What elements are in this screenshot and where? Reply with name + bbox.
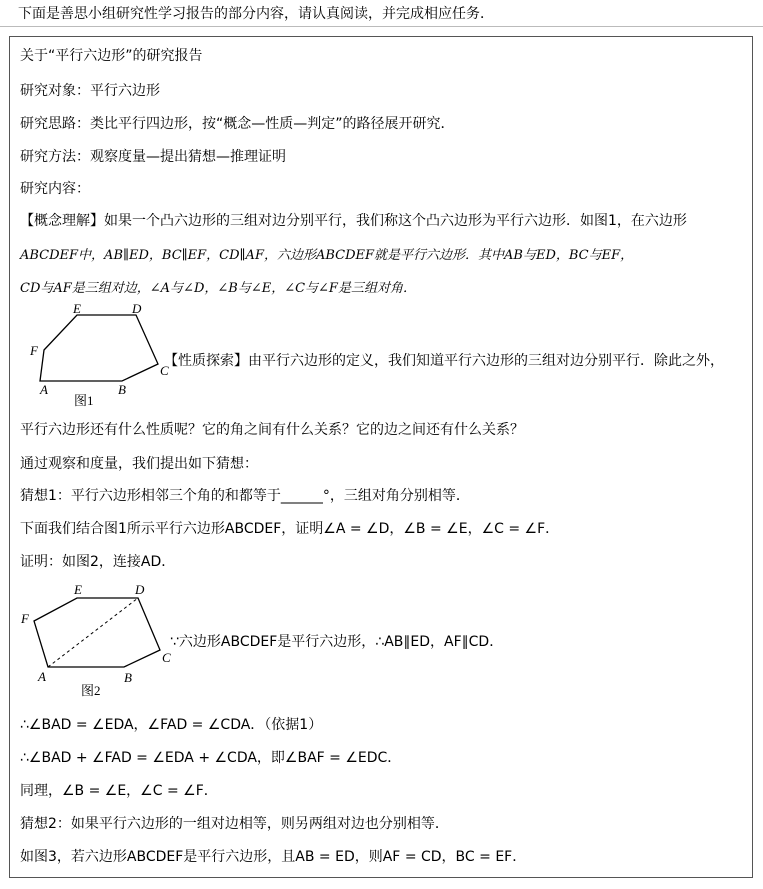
- figure-1-caption: 图1: [74, 393, 94, 408]
- hexagon-2: [34, 598, 160, 667]
- report-panel: [9, 36, 753, 878]
- proof-start: 证明：如图2，连接AD．: [20, 554, 176, 570]
- label-a: A: [38, 669, 46, 684]
- figure-2-caption: 图2: [81, 683, 101, 698]
- proof-step-4: 同理，∠B = ∠E，∠C = ∠F．: [20, 783, 218, 799]
- diagonal-ad: [48, 598, 138, 667]
- concept-line-2: ABCDEF中，AB∥ED，BC∥EF，CD∥AF，六边形ABCDEF就是平行六边形．其中AB与ED，BC与EF，: [20, 248, 634, 263]
- label-c: C: [160, 363, 169, 378]
- figure-3-line: 如图3，若六边形ABCDEF是平行六边形，且AB = ED，则AF = CD，BC = EF．: [20, 849, 527, 865]
- concept-line-1: 【概念理解】如果一个凸六边形的三组对边分别平行，我们称这个凸六边形为平行六边形．如图1，在六边形: [20, 213, 687, 229]
- label-f: F: [21, 611, 29, 626]
- research-content: 研究内容：: [20, 181, 90, 197]
- observe-text: 通过观察和度量，我们提出如下猜想：: [20, 456, 258, 472]
- conjecture-2: 猜想2：如果平行六边形的一组对边相等，则另两组对边也分别相等．: [20, 816, 449, 832]
- label-d: D: [132, 301, 142, 316]
- label-f: F: [30, 343, 38, 358]
- concept-line-3: CD与AF是三组对边，∠A与∠D，∠B与∠E，∠C与∠F是三组对角．: [20, 281, 416, 296]
- research-approach: 研究思路：类比平行四边形，按“概念—性质—判定”的路径展开研究．: [20, 116, 455, 132]
- label-c: C: [162, 650, 171, 665]
- prove-intro: 下面我们结合图1所示平行六边形ABCDEF，证明∠A = ∠D，∠B = ∠E，∠C = ∠F．: [20, 521, 560, 537]
- figure-1: [14, 301, 169, 408]
- property-line-2: 平行六边形还有什么性质呢？它的角之间有什么关系？它的边之间还有什么关系？: [20, 422, 524, 438]
- label-e: E: [73, 301, 81, 316]
- proof-step-2: ∴∠BAD = ∠EDA，∠FAD = ∠CDA．（依据1）: [20, 717, 323, 733]
- label-b: B: [118, 382, 126, 397]
- research-method: 研究方法：观察度量—提出猜想—推理证明: [20, 149, 286, 165]
- label-d: D: [135, 582, 145, 597]
- conjecture-1: 猜想1：平行六边形相邻三个角的和都等于______°，三组对角分别相等．: [20, 488, 470, 504]
- label-b: B: [124, 670, 132, 685]
- figure-2: [14, 579, 182, 697]
- label-a: A: [40, 382, 48, 397]
- intro-text: 下面是善思小组研究性学习报告的部分内容，请认真阅读，并完成相应任务．: [18, 6, 494, 22]
- hexagon-1: [40, 315, 158, 381]
- label-e: E: [74, 582, 82, 597]
- report-title: 关于“平行六边形”的研究报告: [20, 48, 203, 64]
- proof-step-3: ∴∠BAD + ∠FAD = ∠EDA + ∠CDA，即∠BAF = ∠EDC．: [20, 750, 402, 766]
- proof-step-1: ∵六边形ABCDEF是平行六边形，∴AB∥ED，AF∥CD．: [170, 634, 504, 650]
- divider: [0, 26, 763, 27]
- research-object: 研究对象：平行六边形: [20, 83, 160, 99]
- property-line-1: 【性质探索】由平行六边形的定义，我们知道平行六边形的三组对边分别平行．除此之外，: [164, 353, 724, 369]
